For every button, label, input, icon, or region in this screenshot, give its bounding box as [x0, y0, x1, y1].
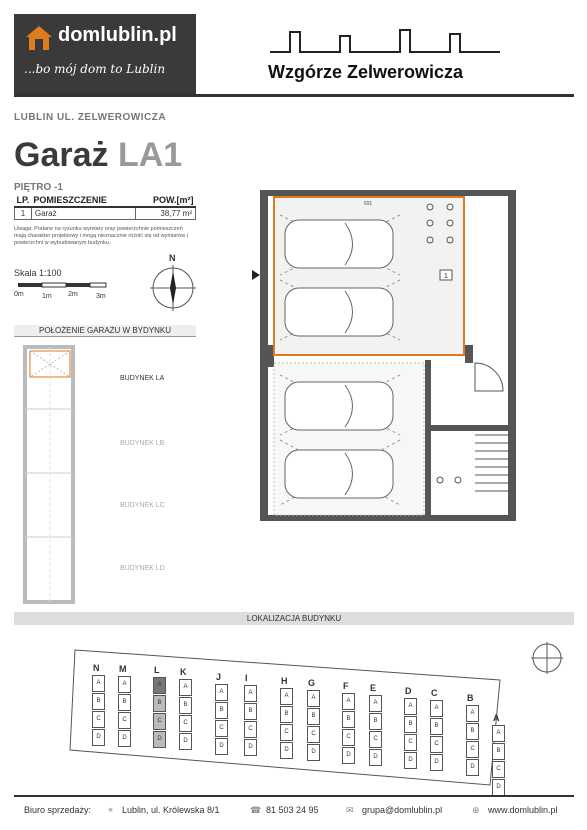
page-title: Garaż LA1 [14, 136, 183, 174]
site-unit: A [492, 725, 505, 742]
footer-phone[interactable]: 81 503 24 95 [266, 805, 319, 815]
site-compass-icon [530, 636, 564, 676]
site-building-label: G [308, 678, 316, 688]
table-row: 1 Garaż 38,77 m² [15, 207, 196, 220]
site-building-label: A [493, 713, 500, 723]
site-unit: C [404, 734, 417, 751]
building-label-lb: BUDYNEK LB [120, 440, 165, 447]
table-header-room: POMIESZCZENIE [31, 194, 135, 207]
site-unit: A [430, 700, 443, 717]
site-unit: B [153, 695, 166, 712]
site-unit: D [369, 749, 382, 766]
site-unit: D [430, 754, 443, 771]
site-unit: D [92, 729, 105, 746]
site-unit: B [280, 706, 293, 723]
footer-email[interactable]: grupa@domlublin.pl [362, 805, 443, 815]
site-building-label: E [370, 683, 377, 693]
site-building-label: I [245, 673, 248, 683]
footer-website[interactable]: www.domlublin.pl [488, 805, 558, 815]
building-label-la: BUDYNEK LA [120, 375, 165, 382]
site-unit: C [244, 721, 257, 738]
email-icon: ✉ [346, 805, 354, 815]
site-unit: B [307, 708, 320, 725]
site-unit: A [179, 679, 192, 696]
site-unit: D [179, 733, 192, 750]
building-label-ld: BUDYNEK LD [120, 565, 165, 572]
site-building-label: N [93, 663, 100, 673]
site-unit: B [492, 743, 505, 760]
logo-tagline: ...bo mój dom to Lublin [24, 62, 166, 76]
site-building-label: M [119, 664, 127, 674]
site-unit: A [369, 695, 382, 712]
site-unit: C [307, 726, 320, 743]
site-unit: B [118, 694, 131, 711]
site-unit: B [342, 711, 355, 728]
site-building-label: H [281, 676, 288, 686]
site-unit: A [466, 705, 479, 722]
site-unit: C [215, 720, 228, 737]
scale-label: Skala 1:100 [14, 268, 62, 278]
site-unit: C [92, 711, 105, 728]
site-unit: B [466, 723, 479, 740]
site-building-label: J [216, 672, 222, 682]
compass-north-label: N [169, 253, 176, 263]
scale-tick-0: 0m [14, 291, 24, 298]
globe-icon: ⊕ [472, 805, 480, 815]
site-unit: D [280, 742, 293, 759]
site-unit: A [118, 676, 131, 693]
scale-tick-2: 2m [68, 291, 78, 298]
scale-tick-3: 3m [96, 293, 106, 300]
site-unit: B [244, 703, 257, 720]
site-unit: D [492, 779, 505, 796]
site-unit: B [404, 716, 417, 733]
site-building-label: F [343, 681, 349, 691]
site-unit: B [215, 702, 228, 719]
site-unit: C [466, 741, 479, 758]
site-unit: B [92, 693, 105, 710]
table-header-lp: LP. [16, 195, 30, 205]
site-unit: D [118, 730, 131, 747]
site-unit: C [342, 729, 355, 746]
site-unit: A [404, 698, 417, 715]
site-unit: A [244, 685, 257, 702]
site-unit: D [404, 752, 417, 769]
site-unit: D [244, 739, 257, 756]
table-header-area: POW.[m²] [136, 194, 196, 207]
site-building-label: B [467, 693, 474, 703]
site-unit: B [430, 718, 443, 735]
site-unit: C [280, 724, 293, 741]
footer-office-label: Biuro sprzedaży: [24, 805, 92, 815]
site-unit: A [280, 688, 293, 705]
site-building-label: K [180, 667, 187, 677]
location-label: LUBLIN UL. ZELWEROWICZA [14, 112, 167, 123]
site-unit: A [342, 693, 355, 710]
brand-title: Wzgórze Zelwerowicza [268, 62, 464, 82]
footer-address: Lublin, ul. Królewska 8/1 [122, 805, 220, 815]
site-unit: D [466, 759, 479, 776]
building-label-lc: BUDYNEK LC [120, 502, 165, 509]
site-unit: D [307, 744, 320, 761]
location-pin-icon: ⌖ [108, 805, 114, 815]
site-unit: D [153, 731, 166, 748]
disclaimer-note: Uwaga: Podane na rysunku wymiary oraz powierzchnie pomieszczeń mają charakter projektowy i mogą nieznacznie różnić się od wymiarów i powierzchni w wybudowanym budynku. [14, 226, 188, 246]
site-unit: C [118, 712, 131, 729]
site-unit: C [430, 736, 443, 753]
position-section-title: POŁOŻENIE GARAŻU W BYDYNKU [14, 325, 196, 337]
site-unit: D [215, 738, 228, 755]
site-unit: A [92, 675, 105, 692]
scale-tick-1: 1m [42, 293, 52, 300]
site-unit: A [153, 677, 166, 694]
room-number: 1 [444, 273, 448, 280]
site-unit: A [215, 684, 228, 701]
floor-label: PIĘTRO -1 [14, 182, 63, 193]
footer-divider [14, 795, 574, 797]
site-unit: C [153, 713, 166, 730]
site-unit: B [179, 697, 192, 714]
phone-icon: ☎ [250, 805, 262, 815]
site-building-label: L [154, 665, 160, 675]
site-building-label: C [431, 688, 438, 698]
logo-text: domlublin.pl [58, 24, 177, 46]
dimension-label: 691 [363, 201, 373, 207]
site-building-label: D [405, 686, 412, 696]
site-unit: D [342, 747, 355, 764]
site-unit: C [492, 761, 505, 778]
site-section-title: LOKALIZACJA BUDYNKU [14, 612, 574, 625]
site-unit: B [369, 713, 382, 730]
site-unit: A [307, 690, 320, 707]
site-unit: C [179, 715, 192, 732]
site-unit: C [369, 731, 382, 748]
